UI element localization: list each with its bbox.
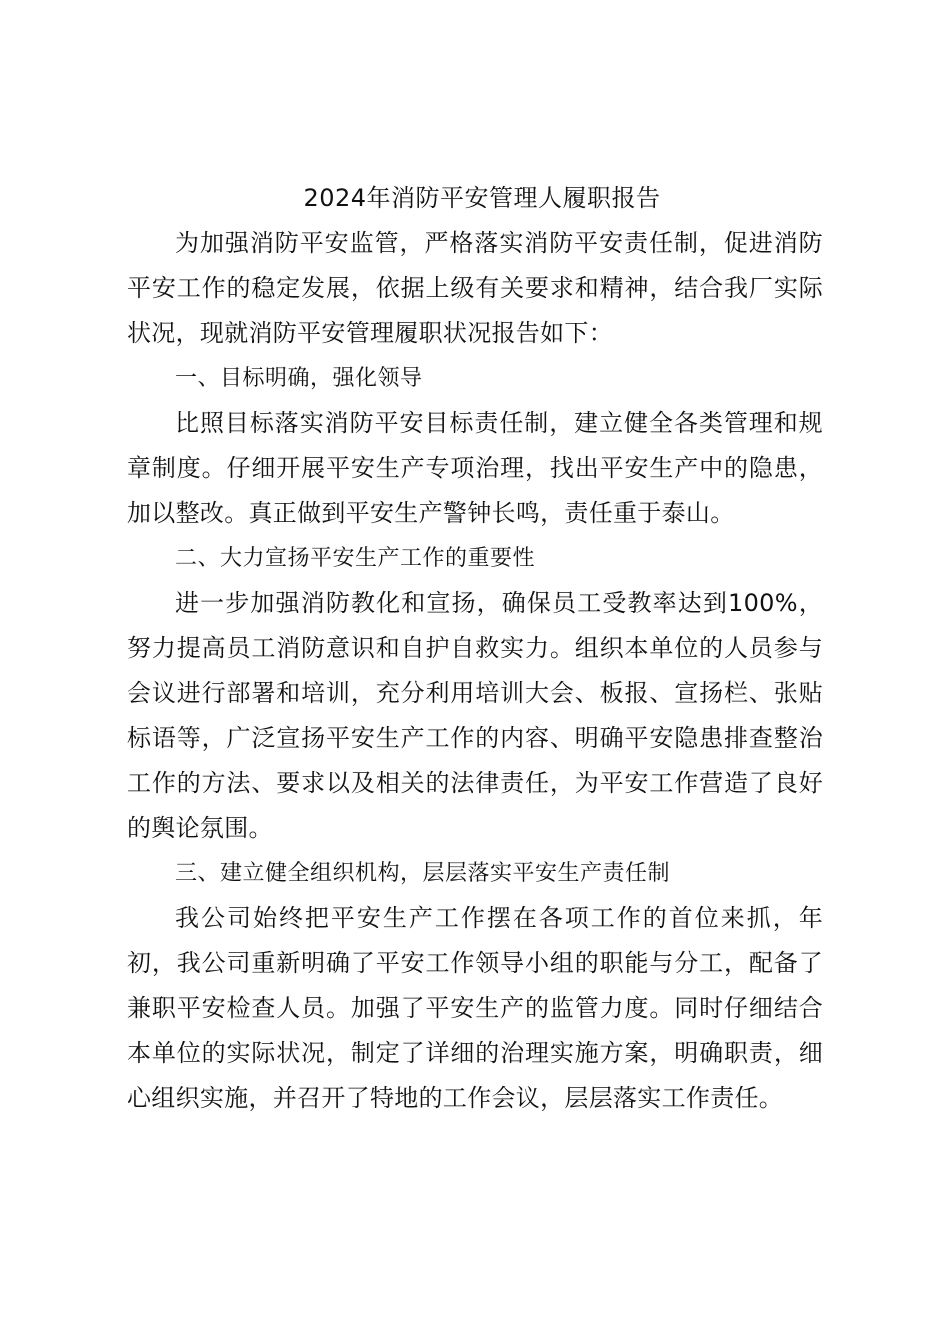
section-3-paragraph: 我公司始终把平安生产工作摆在各项工作的首位来抓，年初，我公司重新明确了平安工作领导小组的职能与分工，配备了兼职平安检查人员。加强了平安生产的监管力度。同时仔细结合本单位的实际状况，制定了详细的治理实施方案，明确职责，细心组织实施，并召开了特地的工作会议，层层落实工作责任。 — [127, 904, 823, 1112]
section-1-heading: 一、目标明确，强化领导 — [175, 366, 423, 391]
section-3-heading: 三、建立健全组织机构，层层落实平安生产责任制 — [175, 861, 671, 886]
document-body — [127, 176, 823, 1121]
intro-paragraph: 为加强消防平安监管，严格落实消防平安责任制，促进消防平安工作的稳定发展，依据上级有关要求和精神，结合我厂实际状况，现就消防平安管理履职状况报告如下： — [127, 229, 823, 347]
section-1-paragraph: 比照目标落实消防平安目标责任制，建立健全各类管理和规章制度。仔细开展平安生产专项治理，找出平安生产中的隐患，加以整改。真正做到平安生产警钟长鸣，责任重于泰山。 — [127, 409, 823, 527]
section-2-heading: 二、大力宣扬平安生产工作的重要性 — [175, 546, 536, 571]
section-2-paragraph: 进一步加强消防教化和宣扬，确保员工受教率达到100%，努力提高员工消防意识和自护自救实力。组织本单位的人员参与会议进行部署和培训，充分利用培训大会、板报、宣扬栏、张贴标语等，广泛宣扬平安生产工作的内容、明确平安隐患排查整治工作的方法、要求以及相关的法律责任，为平安工作营造了良好的舆论氛围。 — [127, 589, 823, 842]
document-title: 2024年消防平安管理人履职报告 — [303, 184, 661, 212]
